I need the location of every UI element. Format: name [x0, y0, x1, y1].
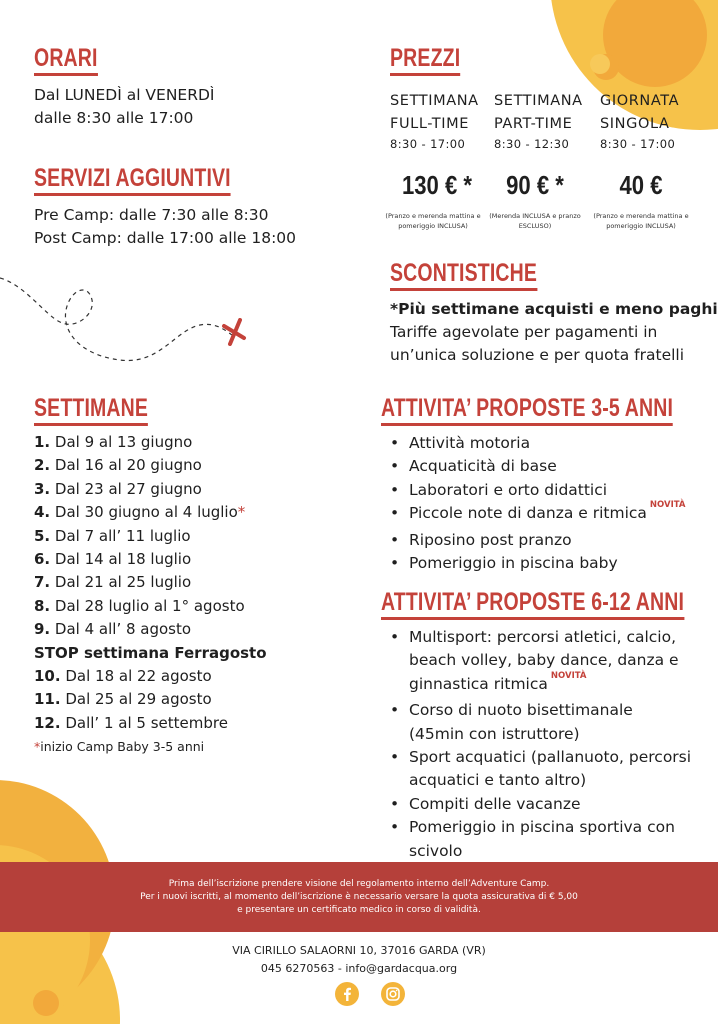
- price-note: (Pranzo e merenda mattina e pomeriggio INCLUSA): [593, 212, 689, 230]
- notice-line: Per i nuovi iscritti, al momento dell’iscrizione è necessario versare la quota assicurativa di € 5,00: [140, 892, 578, 902]
- instagram-icon[interactable]: [381, 982, 405, 1006]
- attivita-3-5-heading: ATTIVITA’ PROPOSTE 3-5 ANNI: [381, 394, 674, 422]
- notice-line: Prima dell’iscrizione prendere visione del regolamento interno dell’Adventure Camp.: [168, 879, 550, 889]
- week-item: 5. Dal 7 all’ 11 luglio: [34, 526, 191, 545]
- price-option-giornata: GIORNATA SINGOLA 8:30 - 17:00 40 € (Pranzo e merenda mattina e pomeriggio INCLUSA): [600, 90, 700, 152]
- list-item: • Laboratori e orto didattici: [381, 479, 685, 502]
- price-note: (Pranzo e merenda mattina e pomeriggio INCLUSA): [385, 212, 481, 230]
- week-item: 3. Dal 23 al 27 giugno: [34, 479, 202, 498]
- attivita-3-5-list: [381, 432, 685, 575]
- price-note: (Merenda INCLUSA e pranzo ESCLUSO): [489, 212, 581, 230]
- stop-ferragosto: STOP settimana Ferragosto: [34, 643, 267, 662]
- list-item: • Compiti delle vacanze: [381, 793, 691, 816]
- address: VIA CIRILLO SALAORNI 10, 37016 GARDA (VR): [232, 944, 486, 957]
- week-item: 4. Dal 30 giugno al 4 luglio*: [34, 503, 246, 522]
- price-amount: 90 € *: [506, 170, 564, 200]
- novita-badge: NOVITÀ: [550, 670, 587, 681]
- week-item: 7. Dal 21 al 25 luglio: [34, 573, 192, 592]
- orari-text: Dal LUNEDÌ al VENERDÌ dalle 8:30 alle 17:00: [34, 86, 215, 127]
- facebook-icon[interactable]: [335, 982, 359, 1006]
- list-item: • Multisport: percorsi atletici, calcio, beach volley, baby dance, danza e ginnastica ritmica $^{NOVITÀ}$: [381, 626, 691, 699]
- contact-info: [0, 942, 718, 978]
- list-item: • Riposino post pranzo: [381, 529, 685, 552]
- week-item: 2. Dal 16 al 20 giugno: [34, 456, 202, 475]
- servizi-text: Pre Camp: dalle 7:30 alle 8:30 Post Camp: dalle 17:00 alle 18:00: [34, 206, 297, 247]
- price-option-full-time: SETTIMANA FULL-TIME 8:30 - 17:00 130 € * (Pranzo e merenda mattina e pomeriggio INCLUSA): [390, 90, 490, 152]
- scontistiche-text: *Più settimane acquisti e meno paghi Tariffe agevolate per pagamenti in un’unica soluzione e per quota fratelli: [390, 300, 718, 364]
- week-item: 10. Dal 18 al 22 agosto: [34, 667, 212, 686]
- notice-line: e presentare un certificato medico in corso di validità.: [237, 905, 481, 915]
- week-item: 6. Dal 14 al 18 luglio: [34, 550, 192, 569]
- servizi-heading: SERVIZI AGGIUNTIVI: [34, 164, 231, 192]
- weeks-footnote: *inizio Camp Baby 3-5 anni: [34, 739, 205, 755]
- week-item: 9. Dal 4 all’ 8 agosto: [34, 620, 192, 639]
- novita-badge: NOVITÀ: [649, 500, 686, 511]
- list-item: • Pomeriggio in piscina sportiva con scivolo: [381, 816, 691, 863]
- list-item: • Corso di nuoto bisettimanale (45min con istruttore): [381, 699, 691, 746]
- attivita-6-12-heading: ATTIVITA’ PROPOSTE 6-12 ANNI: [381, 588, 685, 616]
- price-option-part-time: SETTIMANA PART-TIME 8:30 - 12:30 90 € * (Merenda INCLUSA e pranzo ESCLUSO): [494, 90, 594, 152]
- prezzi-heading: PREZZI: [390, 44, 461, 72]
- price-amount: 40 €: [619, 170, 663, 200]
- notice-band: [0, 862, 718, 932]
- list-item: • Piccole note di danza e ritmica $^{NOVITÀ}$: [381, 502, 685, 528]
- week-item: 11. Dal 25 al 29 agosto: [34, 690, 212, 709]
- weeks-list: [34, 431, 267, 759]
- list-item: • Attività motoria: [381, 432, 685, 455]
- orari-heading: ORARI: [34, 44, 98, 72]
- list-item: • Acquaticità di base: [381, 455, 685, 478]
- attivita-6-12-list: [381, 626, 691, 863]
- phone-email: 045 6270563 - info@gardacqua.org: [260, 962, 458, 975]
- list-item: • Pomeriggio in piscina baby: [381, 552, 685, 575]
- week-item: 1. Dal 9 al 13 giugno: [34, 433, 193, 451]
- x-mark-icon: [220, 318, 248, 346]
- scontistiche-heading: SCONTISTICHE: [390, 259, 538, 287]
- list-item: • Sport acquatici (pallanuoto, percorsi acquatici e tanto altro): [381, 746, 691, 793]
- settimane-heading: SETTIMANE: [34, 394, 149, 422]
- week-item: 8. Dal 28 luglio al 1° agosto: [34, 596, 245, 615]
- week-item: 12. Dall’ 1 al 5 settembre: [34, 713, 228, 732]
- price-amount: 130 € *: [401, 170, 473, 200]
